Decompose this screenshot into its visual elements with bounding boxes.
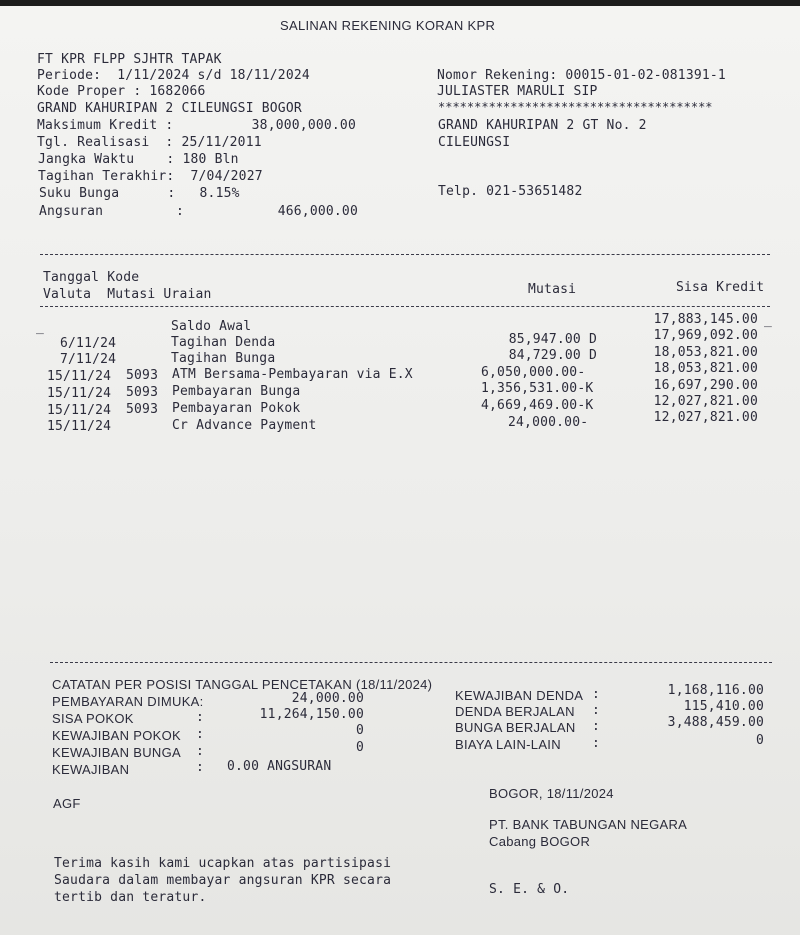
angsuran-label: Angsuran	[39, 204, 104, 219]
table-header-mutasi: Mutasi	[528, 282, 577, 297]
branch-name: Cabang BOGOR	[489, 834, 591, 849]
nama-nasabah: JULIASTER MARULI SIP	[437, 84, 598, 99]
row-mutasi: 6,050,000.00-	[481, 365, 586, 380]
catatan-right-label: BIAYA LAIN-LAIN	[455, 737, 561, 752]
lokasi: GRAND KAHURIPAN 2 CILEUNGSI BOGOR	[37, 101, 302, 116]
kewajiban-colon: :	[196, 760, 205, 775]
row-uraian: Tagihan Bunga	[171, 351, 276, 366]
catatan-left-value: 0	[355, 740, 364, 755]
row-marker-right: _	[764, 313, 773, 328]
officer-code: AGF	[53, 796, 81, 811]
catatan-left-label: KEWAJIBAN POKOK	[52, 728, 181, 743]
row-uraian: ATM Bersama-Pembayaran via E.X	[172, 367, 413, 382]
row-mutasi: 4,669,469.00-K	[481, 398, 594, 413]
catatan-heading: CATATAN PER POSISI TANGGAL PENCETAKAN (18/11/2024)	[52, 677, 433, 692]
row-mutasi: 84,729.00 D	[508, 348, 597, 363]
row-tanggal: 15/11/24	[47, 369, 112, 384]
row-mutasi: 85,947.00 D	[508, 332, 597, 347]
thanks-line-1: Terima kasih kami ucapkan atas partisipasi	[54, 856, 392, 871]
bank-name: PT. BANK TABUNGAN NEGARA	[489, 817, 688, 832]
catatan-left-value: 24,000.00	[291, 691, 364, 706]
table-header-sisa: Sisa Kredit	[676, 280, 765, 295]
row-tanggal: 15/11/24	[47, 419, 112, 434]
catatan-right-colon: :	[592, 719, 601, 734]
catatan-left-label: PEMBAYARAN DIMUKA:	[52, 694, 204, 709]
periode: Periode: 1/11/2024 s/d 18/11/2024	[37, 68, 310, 83]
kewajiban-value: 0.00 ANGSURAN	[227, 759, 332, 774]
row-tanggal: 7/11/24	[60, 352, 117, 367]
catatan-right-colon: :	[592, 687, 601, 702]
row-sisa: 17,969,092.00	[653, 328, 758, 343]
catatan-right-label: DENDA BERJALAN	[455, 704, 575, 719]
catatan-left-value: 0	[355, 723, 364, 738]
catatan-right-value: 1,168,116.00	[667, 683, 764, 698]
masked-line: **************************************	[438, 100, 713, 114]
tagihan-terakhir: Tagihan Terakhir: 7/04/2027	[38, 169, 263, 184]
row-mutasi: 24,000.00-	[508, 415, 589, 430]
catatan-right-colon: :	[592, 703, 601, 718]
divider-bottom	[50, 662, 772, 663]
maks-kredit-label: Maksimum Kredit :	[37, 118, 174, 133]
document-title: SALINAN REKENING KORAN KPR	[280, 18, 496, 33]
table-header-line2: Valuta Mutasi Uraian	[43, 287, 212, 302]
row-sisa: 12,027,821.00	[653, 394, 758, 409]
alamat-line-2: CILEUNGSI	[438, 135, 511, 150]
row-tanggal: 15/11/24	[47, 386, 112, 401]
row-kode: 5093	[126, 402, 159, 417]
row-sisa: 17,883,145.00	[653, 312, 758, 327]
catatan-left-label: KEWAJIBAN BUNGA	[52, 745, 181, 760]
row-sisa: 18,053,821.00	[653, 361, 758, 376]
row-uraian: Cr Advance Payment	[172, 418, 317, 433]
catatan-left-colon: :	[196, 710, 205, 725]
angsuran-value: 466,000.00	[277, 204, 358, 219]
telepon: Telp. 021-53651482	[438, 184, 583, 199]
kewajiban-label: KEWAJIBAN	[52, 762, 130, 777]
catatan-right-value: 0	[755, 733, 764, 748]
maks-kredit-value: 38,000,000.00	[251, 118, 356, 133]
catatan-right-label: KEWAJIBAN DENDA	[455, 688, 584, 703]
suku-bunga: Suku Bunga : 8.15%	[39, 186, 240, 201]
alamat-line-1: GRAND KAHURIPAN 2 GT No. 2	[438, 118, 647, 133]
row-marker-left: _	[36, 320, 45, 335]
place-date: BOGOR, 18/11/2024	[489, 786, 614, 801]
nomor-rekening: Nomor Rekening: 00015-01-02-081391-1	[437, 68, 726, 83]
divider-top	[40, 254, 770, 255]
row-tanggal: 15/11/24	[47, 403, 112, 418]
row-tanggal: 6/11/24	[60, 336, 117, 351]
errors-omissions: S. E. & O.	[489, 882, 570, 897]
angsuran-colon: :	[176, 204, 185, 219]
row-uraian: Pembayaran Pokok	[172, 401, 301, 416]
table-header-line1: Tanggal Kode	[43, 270, 140, 285]
row-uraian: Tagihan Denda	[171, 335, 276, 350]
scan-edge	[0, 0, 800, 6]
row-kode: 5093	[126, 368, 159, 383]
catatan-left-label: SISA POKOK	[52, 711, 134, 726]
jangka-waktu: Jangka Waktu : 180 Bln	[38, 152, 239, 167]
catatan-left-value: 11,264,150.00	[259, 707, 364, 722]
catatan-left-colon: :	[196, 744, 205, 759]
catatan-right-label: BUNGA BERJALAN	[455, 720, 576, 735]
kode-proper: Kode Proper : 1682066	[37, 84, 206, 99]
row-kode: 5093	[126, 385, 159, 400]
program-name: FT KPR FLPP SJHTR TAPAK	[37, 52, 222, 67]
thanks-line-3: tertib dan teratur.	[54, 890, 207, 905]
tgl-realisasi: Tgl. Realisasi : 25/11/2011	[37, 135, 262, 150]
row-uraian: Saldo Awal	[171, 319, 252, 334]
catatan-left-colon: :	[196, 727, 205, 742]
catatan-right-value: 115,410.00	[683, 699, 764, 714]
row-uraian: Pembayaran Bunga	[172, 384, 301, 399]
row-sisa: 18,053,821.00	[653, 345, 758, 360]
thanks-line-2: Saudara dalam membayar angsuran KPR secara	[54, 873, 392, 888]
row-sisa: 12,027,821.00	[653, 410, 758, 425]
divider-header	[40, 306, 770, 307]
catatan-right-value: 3,488,459.00	[667, 715, 764, 730]
row-sisa: 16,697,290.00	[653, 378, 758, 393]
row-mutasi: 1,356,531.00-K	[481, 381, 594, 396]
catatan-right-colon: :	[592, 736, 601, 751]
